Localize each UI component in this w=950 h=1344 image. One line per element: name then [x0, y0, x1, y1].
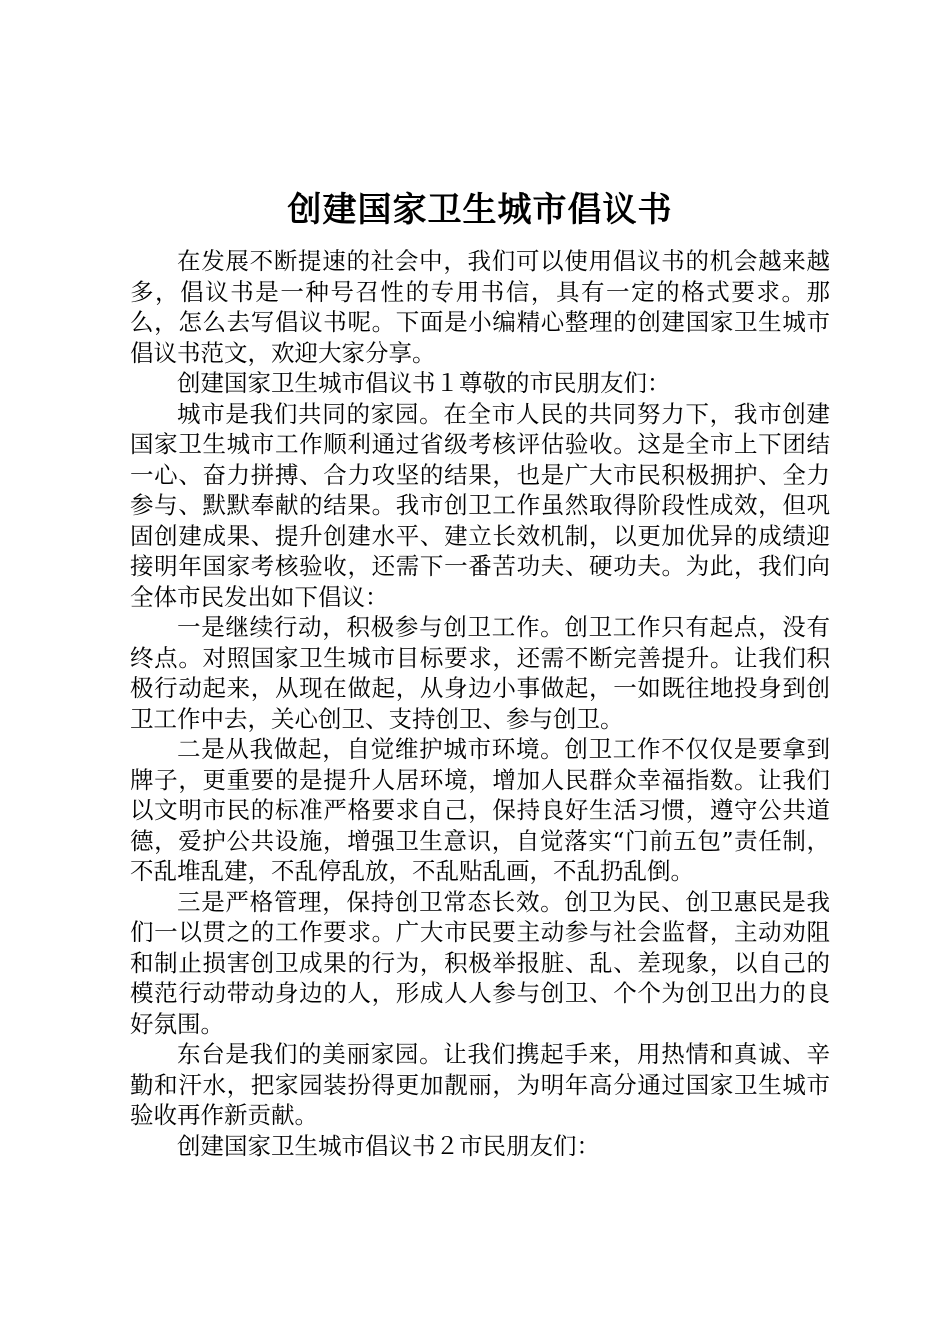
letter-1-heading: 创建国家卫生城市倡议书１尊敬的市民朋友们：	[177, 369, 671, 397]
document-page	[130, 188, 830, 1161]
document-title: 创建国家卫生城市倡议书	[287, 190, 673, 230]
letter-1-proposal-3: 三是严格管理，保持创卫常态长效。创卫为民、创卫惠民是我们一以贯之的工作要求。广大市民要主动参与社会监督，主动劝阻和制止损害创卫成果的行为，积极举报脏、乱、差现象，以自己的模范行动带动身边的人，形成人人参与创卫、个个为创卫出力的良好氛围。	[130, 887, 830, 1038]
letter-1-proposal-2: 二是从我做起，自觉维护城市环境。创卫工作不仅仅是要拿到牌子，更重要的是提升人居环境，增加人民群众幸福指数。让我们以文明市民的标准严格要求自己，保持良好生活习惯，遵守公共道德，爱护公共设施，增强卫生意识，自觉落实“门前五包”责任制，不乱堆乱建，不乱停乱放，不乱贴乱画，不乱扔乱倒。	[130, 735, 830, 885]
letter-1-closing: 东台是我们的美丽家园。让我们携起手来，用热情和真诚、辛勤和汗水，把家园装扮得更加靓丽，为明年高分通过国家卫生城市验收再作新贡献。	[130, 1040, 830, 1129]
letter-1-proposal-1: 一是继续行动，积极参与创卫工作。创卫工作只有起点，没有终点。对照国家卫生城市目标要求，还需不断完善提升。让我们积极行动起来，从现在做起，从身边小事做起，一如既往地投身到创卫工作中去，关心创卫、支持创卫、参与创卫。	[130, 613, 830, 733]
letter-1-paragraph-city: 城市是我们共同的家园。在全市人民的共同努力下，我市创建国家卫生城市工作顺利通过省级考核评估验收。这是全市上下团结一心、奋力拼搏、合力攻坚的结果，也是广大市民积极拥护、全力参与、默默奉献的结果。我市创卫工作虽然取得阶段性成效，但巩固创建成果、提升创建水平、建立长效机制，以更加优异的成绩迎接明年国家考核验收，还需下一番苦功夫、硬功夫。为此，我们向全体市民发出如下倡议：	[130, 399, 830, 611]
letter-2-heading: 创建国家卫生城市倡议书２市民朋友们：	[177, 1131, 600, 1160]
intro-paragraph: 在发展不断提速的社会中，我们可以使用倡议书的机会越来越多，倡议书是一种号召性的专用书信，具有一定的格式要求。那么，怎么去写倡议书呢。下面是小编精心整理的创建国家卫生城市倡议书范文，欢迎大家分享。	[130, 247, 830, 367]
